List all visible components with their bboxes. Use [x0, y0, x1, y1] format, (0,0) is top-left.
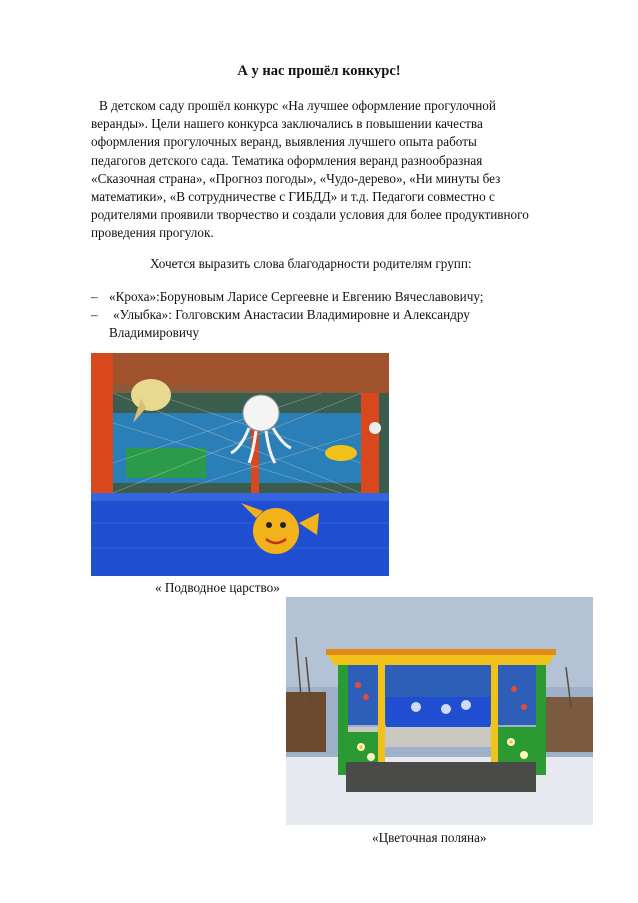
- paragraph-line: родителями проявили творчество и создали условия для более продуктивного: [91, 207, 529, 223]
- page-title: А у нас прошёл конкурс!: [237, 63, 401, 79]
- veranda-underwater-illustration: [91, 353, 389, 576]
- veranda-flower-illustration: [286, 597, 593, 825]
- intro-paragraph: [91, 97, 601, 243]
- list-item-continuation: [91, 324, 483, 342]
- list-dash: –: [91, 307, 98, 323]
- list-item-text: «Улыбка»: Голговским Анастасии Владимировне и Александру: [113, 307, 470, 323]
- veranda-photo-flower: [286, 597, 593, 825]
- thanks-list: [91, 288, 483, 343]
- photo-caption-flower: «Цветочная поляна»: [372, 830, 487, 845]
- paragraph-line: оформления прогулочных веранд, выявления лучшего опыта работы: [91, 134, 477, 150]
- paragraph-line: В детском саду прошёл конкурс «На лучшее оформление прогулочной: [99, 98, 496, 113]
- list-item: [91, 306, 483, 324]
- thanks-line: Хочется выразить слова благодарности родителям групп:: [150, 256, 472, 271]
- list-item-text: «Кроха»:Боруновым Ларисе Сергеевне и Евгению Вячеславовичу;: [109, 289, 484, 304]
- paragraph-line: педагогов детского сада. Тематика оформления веранд разнообразная: [91, 152, 483, 168]
- paragraph-line: веранды». Цели нашего конкурса заключались в повышении качества: [91, 116, 483, 132]
- paragraph-line: математики», «В сотрудничестве с ГИБДД» и т.д. Педагоги совместно с: [91, 189, 495, 205]
- list-dash: –: [91, 289, 98, 304]
- photo-caption-underwater: « Подводное царство»: [155, 580, 280, 595]
- list-item: [91, 288, 483, 306]
- list-item-text: Владимировичу: [109, 325, 200, 341]
- paragraph-line: «Сказочная страна», «Прогноз погоды», «Чудо-дерево», «Ни минуты без: [91, 170, 501, 186]
- paragraph-line: проведения прогулок.: [91, 225, 214, 241]
- veranda-photo-underwater: [91, 353, 389, 576]
